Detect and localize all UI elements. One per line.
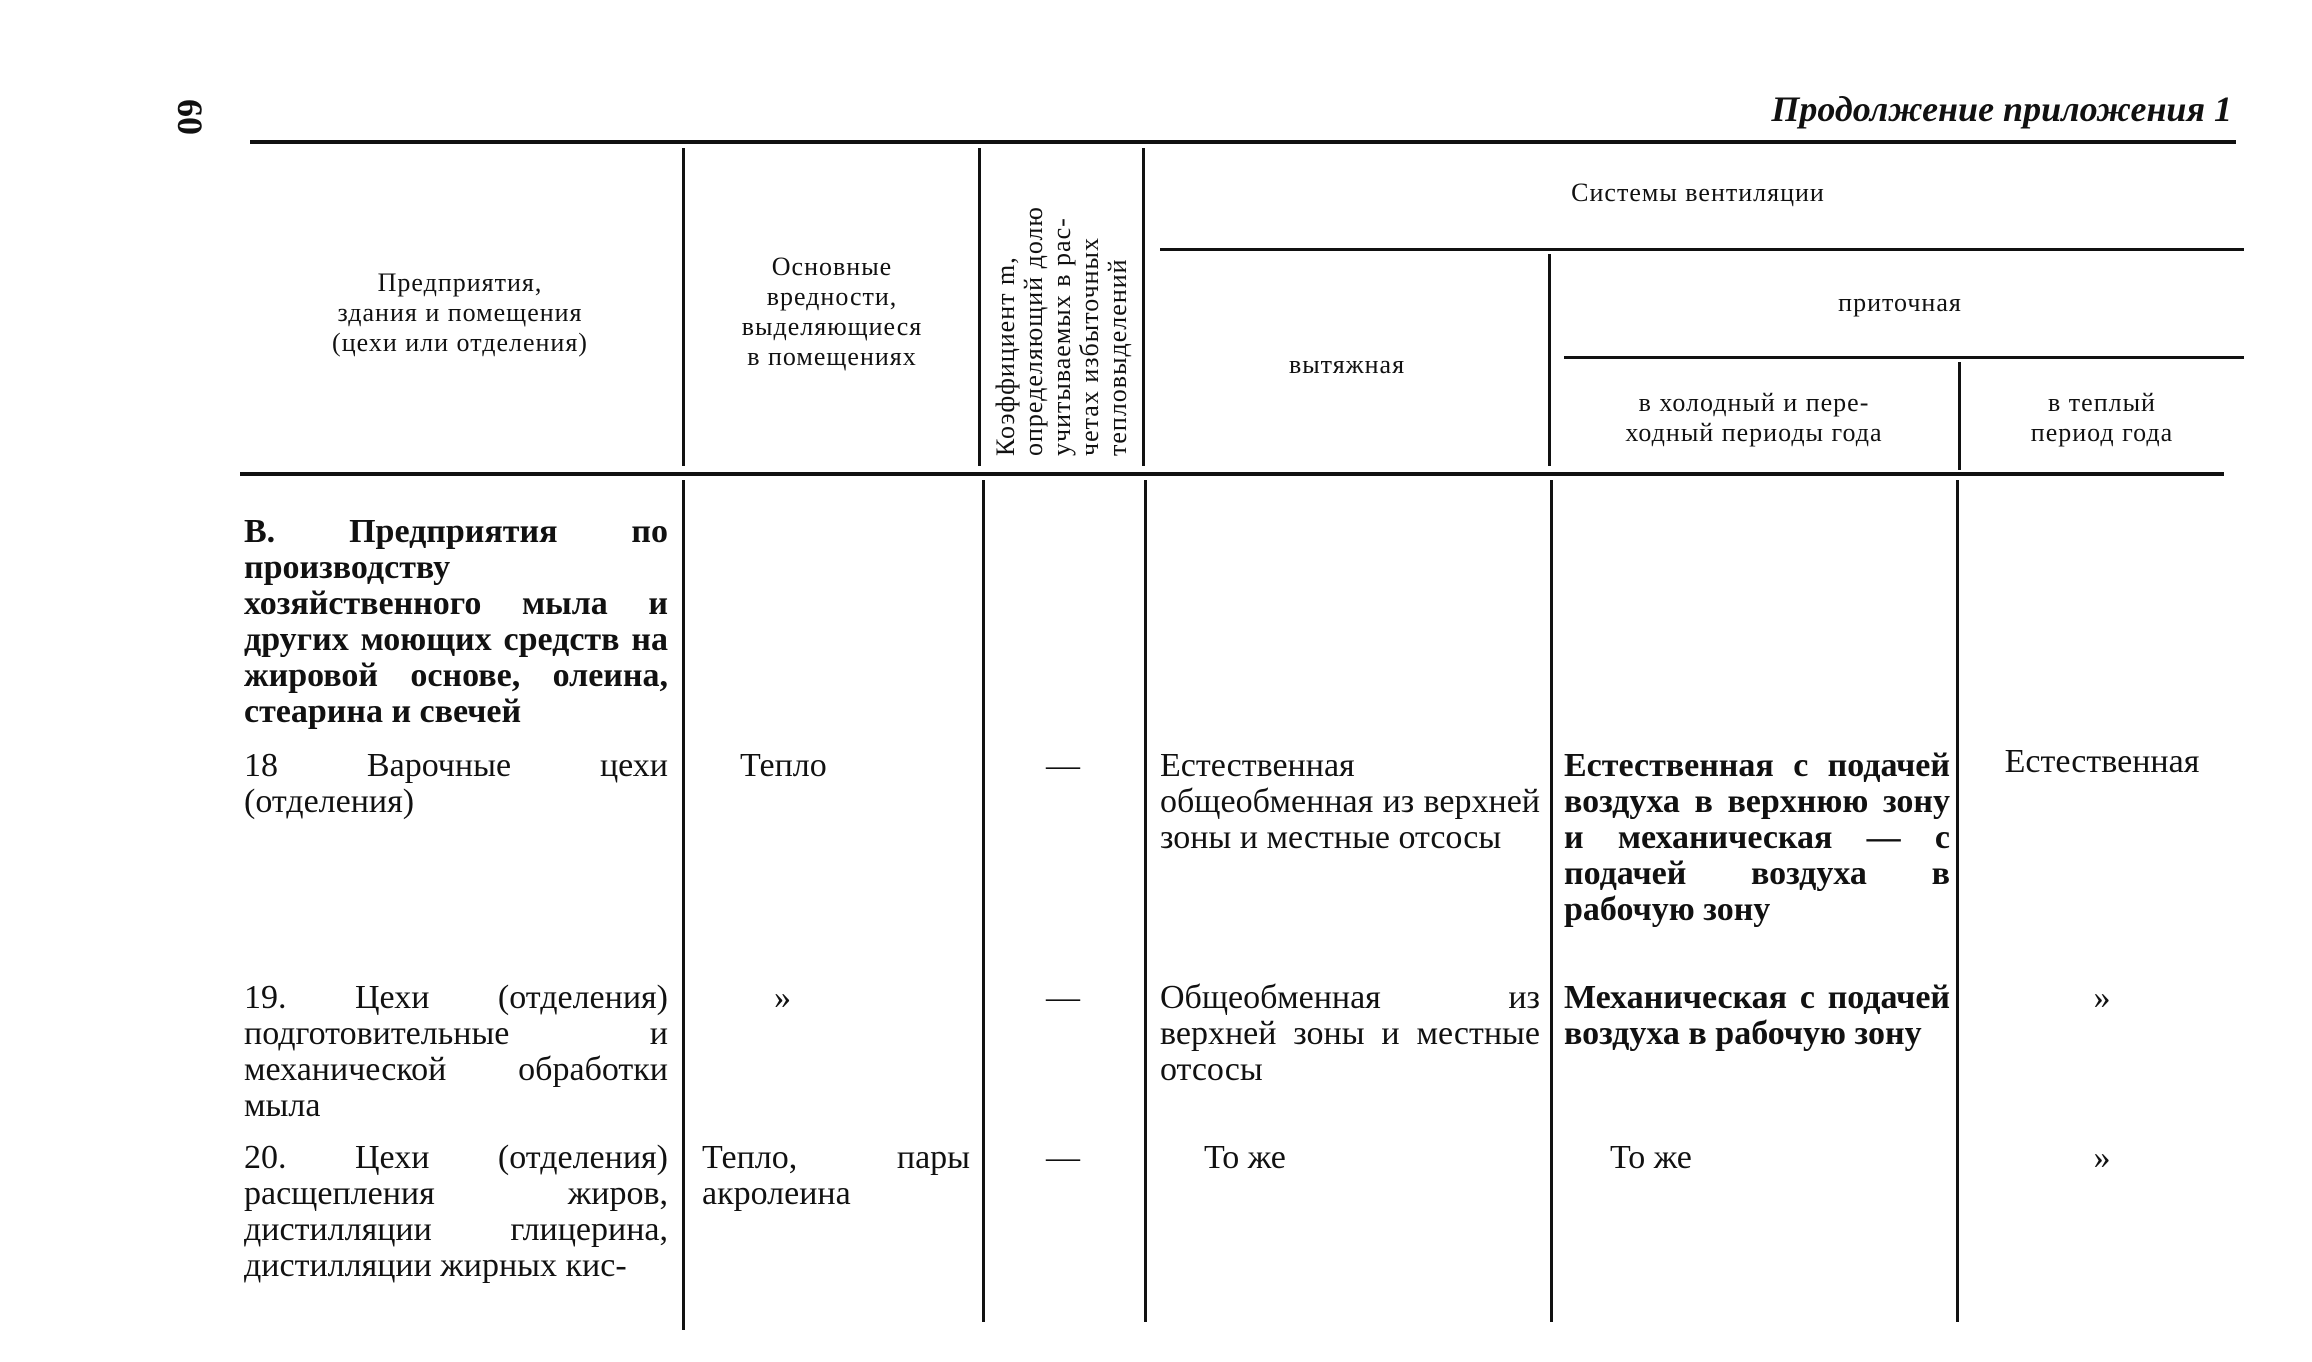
header-divider-2: [978, 148, 981, 466]
header-coefficient: Коэффициент m, определяющий долю учитываемых в рас- четах избыточных тепловыделений: [991, 206, 1132, 456]
header-hazards: Основные вредности, выделяющиеся в помещениях: [741, 252, 923, 371]
row-20-exhaust: То же: [1204, 1139, 1286, 1176]
row-19-coefficient: —: [1046, 979, 1080, 1016]
row-19-exhaust: Общеобменная из верхней зоны и местные отсосы: [1160, 979, 1540, 1088]
body-divider-3: [1144, 480, 1147, 1322]
row-19-name: 19. Цехи (отделения) подготовительные и механической обработки мыла: [244, 979, 668, 1124]
row-18-supply-warm: Естественная: [2004, 743, 2200, 780]
row-20-supply-cold: То же: [1610, 1139, 1692, 1176]
row-20-coefficient: —: [1046, 1139, 1080, 1176]
row-18-name: 18 Варочные цехи (отделения): [244, 747, 668, 820]
row-19-supply-warm: »: [2093, 979, 2111, 1016]
table-top-rule: [250, 140, 2236, 144]
supply-rule: [1564, 356, 2244, 359]
header-divider-5: [1958, 362, 1961, 470]
systems-rule: [1160, 248, 2244, 251]
header-divider-3: [1142, 148, 1145, 466]
header-ventilation-systems: Системы вентиляции: [1571, 178, 1825, 207]
row-20-hazards: Тепло, пары акролеина: [702, 1139, 970, 1212]
row-18-coefficient: —: [1046, 747, 1080, 784]
row-18-supply-cold: Естественная с подачей воздуха в верхнюю зону и механическая — с подачей воздуха в рабочую зону: [1564, 747, 1950, 928]
section-title: В. Предприятия по производству хозяйственного мыла и других моющих средств на жировой основе, олеина, стеарина и свечей: [244, 513, 668, 730]
running-head: Продолжение приложения 1: [1771, 89, 2232, 129]
header-enterprises: Предприятия, здания и помещения (цехи или отделения): [332, 268, 588, 357]
body-divider-4: [1550, 480, 1553, 1322]
header-divider-4: [1548, 254, 1551, 466]
header-supply-cold: в холодный и пере- ходный периоды года: [1625, 388, 1883, 447]
row-20-name: 20. Цехи (отделения) расщепления жиров, дистилляции глицерина, дистилляции жирных кис-: [244, 1139, 668, 1284]
row-18-hazards: Тепло: [740, 747, 827, 784]
body-divider-1: [682, 480, 685, 1330]
body-divider-5: [1956, 480, 1959, 1322]
header-divider-1: [682, 148, 685, 466]
header-supply-warm: в теплый период года: [2030, 388, 2174, 447]
row-19-supply-cold: Механическая с подачей воздуха в рабочую зону: [1564, 979, 1950, 1052]
header-exhaust: вытяжная: [1288, 350, 1406, 379]
header-supply: приточная: [1838, 288, 1962, 317]
row-20-supply-warm: »: [2093, 1139, 2111, 1176]
row-18-exhaust: Естественная общеобменная из верхней зоны и местные отсосы: [1160, 747, 1540, 856]
body-divider-2: [982, 480, 985, 1322]
page-number: 60: [170, 99, 210, 135]
header-bottom-rule: [240, 472, 2224, 476]
row-19-hazards: »: [774, 979, 791, 1016]
